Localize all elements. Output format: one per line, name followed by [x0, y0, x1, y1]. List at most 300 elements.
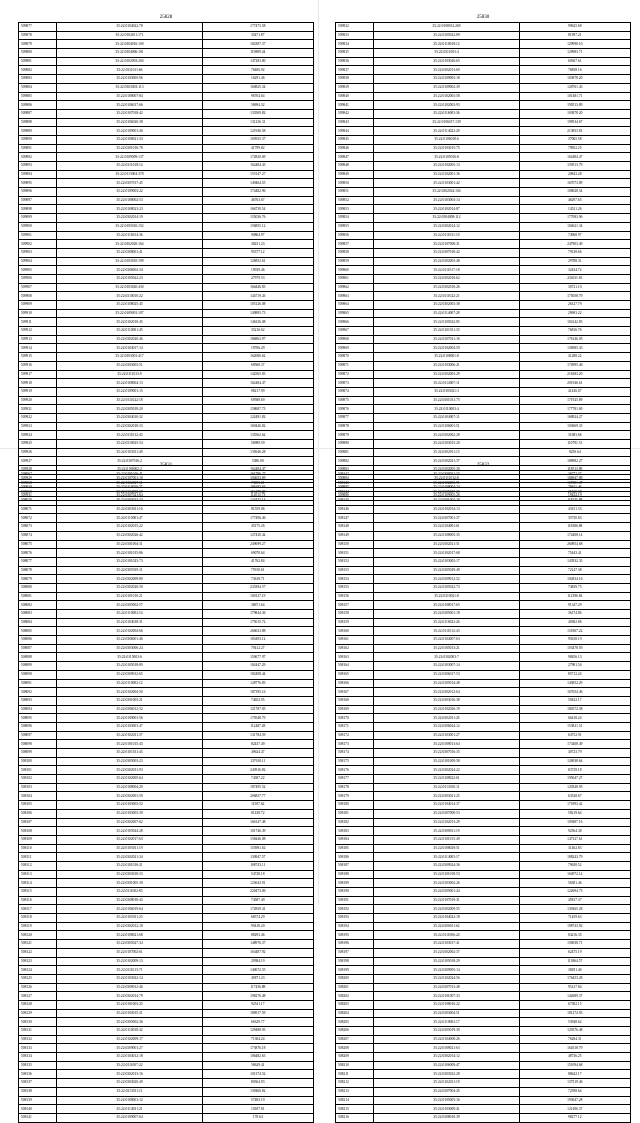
record-number-cell: 509904 [19, 257, 57, 266]
value-cell: 172839.41 [202, 905, 313, 914]
cadastral-number-cell: 35:22:0108004:20 [57, 783, 202, 792]
table-row [336, 66, 631, 75]
record-number-cell: 508191 [336, 896, 374, 905]
value-cell: 162484.43 [202, 162, 313, 171]
value-cell: 173408.49 [519, 740, 630, 749]
record-number-cell: 508105 [19, 801, 57, 810]
sheet-bottom-left [18, 462, 314, 1123]
value-cell: 19432.19 [519, 492, 630, 501]
record-number-cell: 509929 [19, 474, 57, 483]
cadastral-number-cell: 35:22:0106017:139 [374, 118, 519, 127]
table-row [19, 722, 314, 731]
table-row [19, 292, 314, 301]
table-row [19, 627, 314, 636]
cadastral-number-cell: 35:22:0102013:29 [374, 818, 519, 827]
cadastral-number-cell: 35:22:0302003:29 [374, 370, 519, 379]
value-cell: 156938.71 [519, 940, 630, 949]
value-cell: 112487.28 [202, 722, 313, 731]
value-cell: 123473.14 [202, 497, 313, 506]
sheet-title: 25830 [476, 15, 490, 20]
record-number-cell: 509930 [19, 483, 57, 492]
table-row [336, 896, 631, 905]
table-row [19, 75, 314, 84]
value-cell: 29384.19 [202, 957, 313, 966]
table-row [19, 974, 314, 983]
value-cell: 174482.96 [202, 188, 313, 197]
table-row [19, 162, 314, 171]
cadastral-number-cell: 35:22:0101023:73 [57, 557, 202, 566]
record-number-cell: 508144 [336, 488, 374, 497]
cadastral-number-cell: 35:22:0311018:14 [57, 162, 202, 171]
value-cell: 160825.34 [202, 83, 313, 92]
table-row [19, 83, 314, 92]
cadastral-number-cell: 35:22:0302010:26 [374, 283, 519, 292]
table-row [19, 240, 314, 249]
value-cell: 186863.97 [202, 335, 313, 344]
record-number-cell: 509920 [19, 396, 57, 405]
value-cell: 92564.38 [519, 827, 630, 836]
table-row [19, 948, 314, 957]
table-row [19, 448, 314, 457]
value-cell: 72398.64 [519, 1087, 630, 1096]
cadastral-number-cell: 35:22:0303021:25 [374, 792, 519, 801]
value-cell: 184572.38 [519, 705, 630, 714]
record-number-cell: 508181 [336, 809, 374, 818]
record-number-cell: 508138 [19, 1087, 57, 1096]
cadastral-number-cell: 35:22:0101011:43 [57, 749, 202, 758]
record-number-cell: 509893 [19, 162, 57, 171]
cadastral-number-cell: 35:22:0104012:18 [57, 1053, 202, 1062]
record-number-cell: 508137 [19, 1079, 57, 1088]
table-row [19, 931, 314, 940]
table-row [19, 370, 314, 379]
record-number-cell: 509856 [336, 231, 374, 240]
table-row [19, 662, 314, 671]
value-cell: 36772.37 [519, 471, 630, 480]
table-row [19, 1018, 314, 1027]
record-number-cell: 509912 [19, 327, 57, 336]
value-cell: 187495.52 [202, 783, 313, 792]
value-cell: 74587.49 [202, 896, 313, 905]
cadastral-number-cell: 35:22:0106019:64 [57, 905, 202, 914]
value-cell: 161796.27 [202, 471, 313, 480]
table-row [19, 696, 314, 705]
table-row [19, 387, 314, 396]
cadastral-number-cell: 35:22:0303016:38 [374, 696, 519, 705]
cadastral-number-cell: 35:22:0114005:17 [374, 853, 519, 862]
table-row [19, 1113, 314, 1122]
value-cell: 104621.34 [519, 222, 630, 231]
value-cell: 92541.17 [202, 1000, 313, 1009]
table-row [336, 127, 631, 136]
table-row [336, 870, 631, 879]
value-cell: 233394.57 [202, 583, 313, 592]
table-row [336, 818, 631, 827]
table-row [336, 188, 631, 197]
value-cell: 126852.61 [202, 257, 313, 266]
value-cell: 76816.76 [519, 327, 630, 336]
value-cell: 81997.21 [519, 31, 630, 40]
cadastral-number-cell: 35:22:0103022:14 [57, 974, 202, 983]
cadastral-number-cell: 35:22:0103010:199 [57, 257, 202, 266]
table-row [336, 196, 631, 205]
cadastral-number-cell: 35:22:0101016:41 [57, 471, 202, 480]
record-number-cell: 508186 [336, 853, 374, 862]
value-cell: 137519.46 [519, 1079, 630, 1088]
value-cell: 95618.19 [519, 636, 630, 645]
table-row [19, 361, 314, 370]
cadastral-number-cell: 35:22:0302007:62 [57, 818, 202, 827]
table-row [19, 479, 314, 488]
record-number-cell: 509874 [336, 387, 374, 396]
table-row [19, 940, 314, 949]
record-number-cell: 509907 [19, 283, 57, 292]
record-number-cell: 509869 [336, 344, 374, 353]
table-row [336, 731, 631, 740]
record-number-cell: 508114 [19, 879, 57, 888]
cadastral-number-cell: 35:22:0116022:26 [374, 618, 519, 627]
table-row [19, 57, 314, 66]
cadastral-number-cell: 35:22:0302011:45 [374, 714, 519, 723]
value-cell: 164518.79 [519, 1044, 630, 1053]
record-number-cell: 508147 [336, 514, 374, 523]
value-cell: 118513.89 [519, 466, 630, 475]
record-number-cell: 508187 [336, 861, 374, 870]
table-row [336, 653, 631, 662]
value-cell: 79638.52 [519, 861, 630, 870]
table-row [19, 879, 314, 888]
value-cell: 11937.62 [202, 801, 313, 810]
cadastral-number-cell: 35:22:0103017:41 [374, 940, 519, 949]
value-cell: 117436.88 [202, 983, 313, 992]
value-cell: 172820.69 [202, 153, 313, 162]
table-row [19, 497, 314, 506]
cadastral-number-cell: 35:22:0303003:51 [57, 361, 202, 370]
sheet-bottom-right [335, 462, 631, 1123]
table-row [19, 144, 314, 153]
table-row [19, 127, 314, 136]
value-cell: 144719.43 [202, 292, 313, 301]
record-number-cell: 509845 [336, 135, 374, 144]
value-cell: 108628.54 [519, 188, 630, 197]
table-row [19, 196, 314, 205]
table-row [19, 1009, 314, 1018]
record-number-cell: 509885 [336, 483, 374, 492]
record-number-cell: 508129 [19, 1009, 57, 1018]
cadastral-number-cell: 35:22:0302013:16 [57, 1070, 202, 1079]
cadastral-number-cell: 35:22:0107018:42 [57, 109, 202, 118]
value-cell: 182387.37 [202, 40, 313, 49]
table-row [336, 1105, 631, 1114]
cadastral-number-cell: 35:22:0303020:49 [57, 1079, 202, 1088]
cadastral-number-cell: 35:22:0106020:38 [57, 118, 202, 127]
cadastral-number-cell: 35:22:0113011:11 [57, 1087, 202, 1096]
ledger-table [335, 22, 631, 501]
value-cell: 100137.19 [202, 592, 313, 601]
cadastral-number-cell: 35:22:0302027:11 [57, 479, 202, 488]
cadastral-number-cell: 35:22:0111012:43 [374, 627, 519, 636]
cadastral-number-cell: 35:22:0302009:80 [57, 575, 202, 584]
cadastral-number-cell: 35:22:0104007:63 [374, 636, 519, 645]
value-cell: 101481.71 [519, 92, 630, 101]
value-cell: 81559.06 [202, 505, 313, 514]
cadastral-number-cell: 35:22:0109001:40 [57, 127, 202, 136]
cadastral-number-cell: 35:22:0305019:11 [57, 566, 202, 575]
table-row [19, 983, 314, 992]
cadastral-number-cell: 35:22:0302020:50 [57, 583, 202, 592]
value-cell: 167654.46 [519, 688, 630, 697]
record-number-cell: 508211 [336, 1070, 374, 1079]
cadastral-number-cell: 35:22:0309005:14 [374, 966, 519, 975]
cadastral-number-cell: 35:22:0303022:28 [374, 1070, 519, 1079]
table-row [336, 696, 631, 705]
record-number-cell: 509878 [19, 31, 57, 40]
cadastral-number-cell: 35:22:0301004:31 [57, 540, 202, 549]
value-cell: 213853.81 [519, 127, 630, 136]
cadastral-number-cell: 35:22:0109003:22 [57, 188, 202, 197]
record-number-cell: 508068 [19, 479, 57, 488]
record-number-cell: 508206 [336, 1027, 374, 1036]
record-number-cell: 508212 [336, 1079, 374, 1088]
record-number-cell: 509851 [336, 188, 374, 197]
value-cell: 128761.43 [519, 83, 630, 92]
value-cell: 260854.68 [519, 540, 630, 549]
record-number-cell: 509898 [19, 205, 57, 214]
record-number-cell: 509867 [336, 327, 374, 336]
value-cell: 130947.57 [202, 853, 313, 862]
table-row [336, 248, 631, 257]
table-row [336, 1087, 631, 1096]
cadastral-number-cell: 35:22:0102014:13 [374, 505, 519, 514]
value-cell: 175015.72 [202, 618, 313, 627]
table-row [19, 248, 314, 257]
cadastral-number-cell: 35:22:0309012:46 [57, 983, 202, 992]
record-number-cell: 508203 [336, 1000, 374, 1009]
table-row [336, 957, 631, 966]
table-row [336, 49, 631, 58]
cadastral-number-cell: 35:22:0105014:48 [374, 679, 519, 688]
record-number-cell: 509876 [336, 405, 374, 414]
record-number-cell: 508146 [336, 505, 374, 514]
table-row [336, 1061, 631, 1070]
cadastral-number-cell: 35:22:0111007:22 [57, 1061, 202, 1070]
record-number-cell: 508172 [336, 731, 374, 740]
value-cell: 162484.47 [202, 379, 313, 388]
table-row [336, 557, 631, 566]
table-row [19, 670, 314, 679]
record-number-cell: 508082 [19, 601, 57, 610]
record-number-cell: 508116 [19, 896, 57, 905]
cadastral-number-cell: 35:22:0307008:53 [374, 809, 519, 818]
cadastral-number-cell: 35:22:0108001:12 [57, 1096, 202, 1105]
record-number-cell: 508208 [336, 1044, 374, 1053]
cadastral-number-cell: 35:22:0102003:58 [374, 92, 519, 101]
value-cell: 73618.71 [202, 575, 313, 584]
table-row [336, 335, 631, 344]
table-row [336, 948, 631, 957]
cadastral-number-cell: 35:22:0306001:46 [57, 636, 202, 645]
table-row [19, 413, 314, 422]
table-row [19, 1053, 314, 1062]
table-row [336, 705, 631, 714]
record-number-cell: 508148 [336, 523, 374, 532]
record-number-cell: 508115 [19, 888, 57, 897]
value-cell: 69078.64 [202, 549, 313, 558]
record-number-cell: 508150 [336, 540, 374, 549]
value-cell: 127430.42 [202, 531, 313, 540]
record-number-cell: 508139 [19, 1096, 57, 1105]
value-cell: 136985.33 [519, 344, 630, 353]
value-cell: 41799.82 [202, 144, 313, 153]
value-cell: 71459.63 [519, 914, 630, 923]
cadastral-number-cell: 35:22:0103009:41 [374, 1105, 519, 1114]
cadastral-number-cell: 35:22:0302024:104 [374, 188, 519, 197]
cadastral-number-cell: 35:22:0106017:66 [57, 101, 202, 110]
value-cell: 59432.17 [519, 696, 630, 705]
table-row [336, 566, 631, 575]
record-number-cell: 508119 [19, 922, 57, 931]
value-cell: 177473.58 [202, 23, 313, 32]
record-number-cell: 509884 [336, 474, 374, 483]
value-cell: 103669.33 [519, 422, 630, 431]
cadastral-number-cell: 35:22:0102017:68 [374, 549, 519, 558]
cadastral-number-cell: 35:22:0302003:7 [374, 653, 519, 662]
table-row [336, 471, 631, 480]
table-row [19, 731, 314, 740]
record-number-cell: 509882 [336, 457, 374, 466]
value-cell: 173876.18 [202, 1044, 313, 1053]
value-cell: 155147.27 [202, 170, 313, 179]
value-cell: 74968.97 [519, 231, 630, 240]
cadastral-number-cell: 35:22:0109003:18 [374, 75, 519, 84]
value-cell: 14521.26 [519, 205, 630, 214]
table-row [19, 809, 314, 818]
value-cell: 58629.41 [202, 1061, 313, 1070]
value-cell: 110791.51 [519, 440, 630, 449]
value-cell: 32434.72 [519, 266, 630, 275]
record-number-cell: 508107 [19, 818, 57, 827]
table-row [19, 488, 314, 497]
table-row [19, 957, 314, 966]
value-cell: 38231.23 [202, 240, 313, 249]
value-cell: 176453.28 [519, 974, 630, 983]
value-cell: 140672.55 [202, 966, 313, 975]
ledger-table [335, 470, 631, 1123]
table-row [336, 505, 631, 514]
table-row [19, 992, 314, 1001]
record-number-cell: 509878 [336, 422, 374, 431]
value-cell: 85712.24 [519, 670, 630, 679]
cadastral-number-cell: 35:22:0115001:47 [57, 514, 202, 523]
cadastral-number-cell: 35:22:0101015:43 [57, 740, 202, 749]
cadastral-number-cell: 35:22:0302005:30 [374, 466, 519, 475]
value-cell: 84216.35 [519, 931, 630, 940]
value-cell: 247903.49 [519, 240, 630, 249]
table-row [19, 757, 314, 766]
cadastral-number-cell: 35:22:0111012:8 [374, 474, 519, 483]
record-number-cell: 508130 [19, 1018, 57, 1027]
value-cell: 149895.73 [202, 309, 313, 318]
record-number-cell: 508122 [19, 948, 57, 957]
table-row [336, 387, 631, 396]
cadastral-number-cell: 35:22:0115003:6 [57, 653, 202, 662]
table-row [19, 1044, 314, 1053]
table-row [19, 471, 314, 480]
table-row [19, 274, 314, 283]
cadastral-number-cell: 35:22:0307013:48 [374, 983, 519, 992]
value-cell: 142689.37 [519, 992, 630, 1001]
cadastral-number-cell: 35:22:0111022:18 [57, 396, 202, 405]
value-cell: 95377.12 [202, 248, 313, 257]
record-number-cell: 508194 [336, 922, 374, 931]
record-number-cell: 508216 [336, 1113, 374, 1122]
cadastral-number-cell: 35:22:0108025:45 [57, 301, 202, 310]
value-cell: 71384.24 [202, 1035, 313, 1044]
record-number-cell: 509894 [19, 170, 57, 179]
table-row [336, 75, 631, 84]
table-row [19, 853, 314, 862]
record-number-cell: 509927 [19, 457, 57, 466]
record-number-cell: 509892 [19, 153, 57, 162]
value-cell: 190513.89 [519, 101, 630, 110]
value-cell: 98217.99 [202, 387, 313, 396]
value-cell: 38671.64 [202, 601, 313, 610]
value-cell: 45175.26 [202, 523, 313, 532]
record-number-cell: 508089 [19, 662, 57, 671]
cadastral-number-cell: 35:22:0109001:15 [57, 387, 202, 396]
cadastral-number-cell: 35:22:0105010:152 [57, 222, 202, 231]
record-number-cell: 508123 [19, 957, 57, 966]
record-number-cell: 509919 [19, 387, 57, 396]
table-row [336, 361, 631, 370]
cadastral-number-cell: 35:22:0302012:64 [374, 688, 519, 697]
table-row [336, 1096, 631, 1105]
cadastral-number-cell: 35:22:0101018:53 [374, 870, 519, 879]
cadastral-number-cell: 35:22:0110020:37 [57, 483, 202, 492]
value-cell: 99625.68 [519, 23, 630, 32]
table-row [19, 431, 314, 440]
record-number-cell: 508102 [19, 775, 57, 784]
record-number-cell: 508120 [19, 931, 57, 940]
table-row [336, 92, 631, 101]
cadastral-number-cell: 35:22:0305027:34 [57, 940, 202, 949]
table-row [336, 575, 631, 584]
value-cell: 112396.84 [519, 592, 630, 601]
cadastral-number-cell: 35:22:0103003:39 [57, 809, 202, 818]
record-number-cell: 509879 [336, 431, 374, 440]
table-row [336, 292, 631, 301]
record-number-cell: 508075 [19, 540, 57, 549]
record-number-cell: 509916 [19, 361, 57, 370]
cadastral-number-cell: 35:22:0306012:52 [57, 705, 202, 714]
value-cell: 16291.46 [202, 75, 313, 84]
value-cell: 220473.06 [202, 888, 313, 897]
cadastral-number-cell: 35:22:0104018:31 [57, 618, 202, 627]
cadastral-number-cell: 35:22:0309024:36 [374, 861, 519, 870]
record-number-cell: 508100 [19, 757, 57, 766]
value-cell: 72147.38 [519, 566, 630, 575]
cadastral-number-cell: 35:22:0102017:63 [57, 835, 202, 844]
record-number-cell: 508084 [19, 618, 57, 627]
record-number-cell: 508094 [19, 705, 57, 714]
cadastral-number-cell: 35:22:0307021:64 [57, 492, 202, 501]
cadastral-number-cell: 35:22:0102009:17 [57, 1035, 202, 1044]
table-row [336, 601, 631, 610]
table-row [19, 335, 314, 344]
record-number-cell: 509928 [19, 466, 57, 475]
record-number-cell: 509846 [336, 144, 374, 153]
table-row [336, 861, 631, 870]
